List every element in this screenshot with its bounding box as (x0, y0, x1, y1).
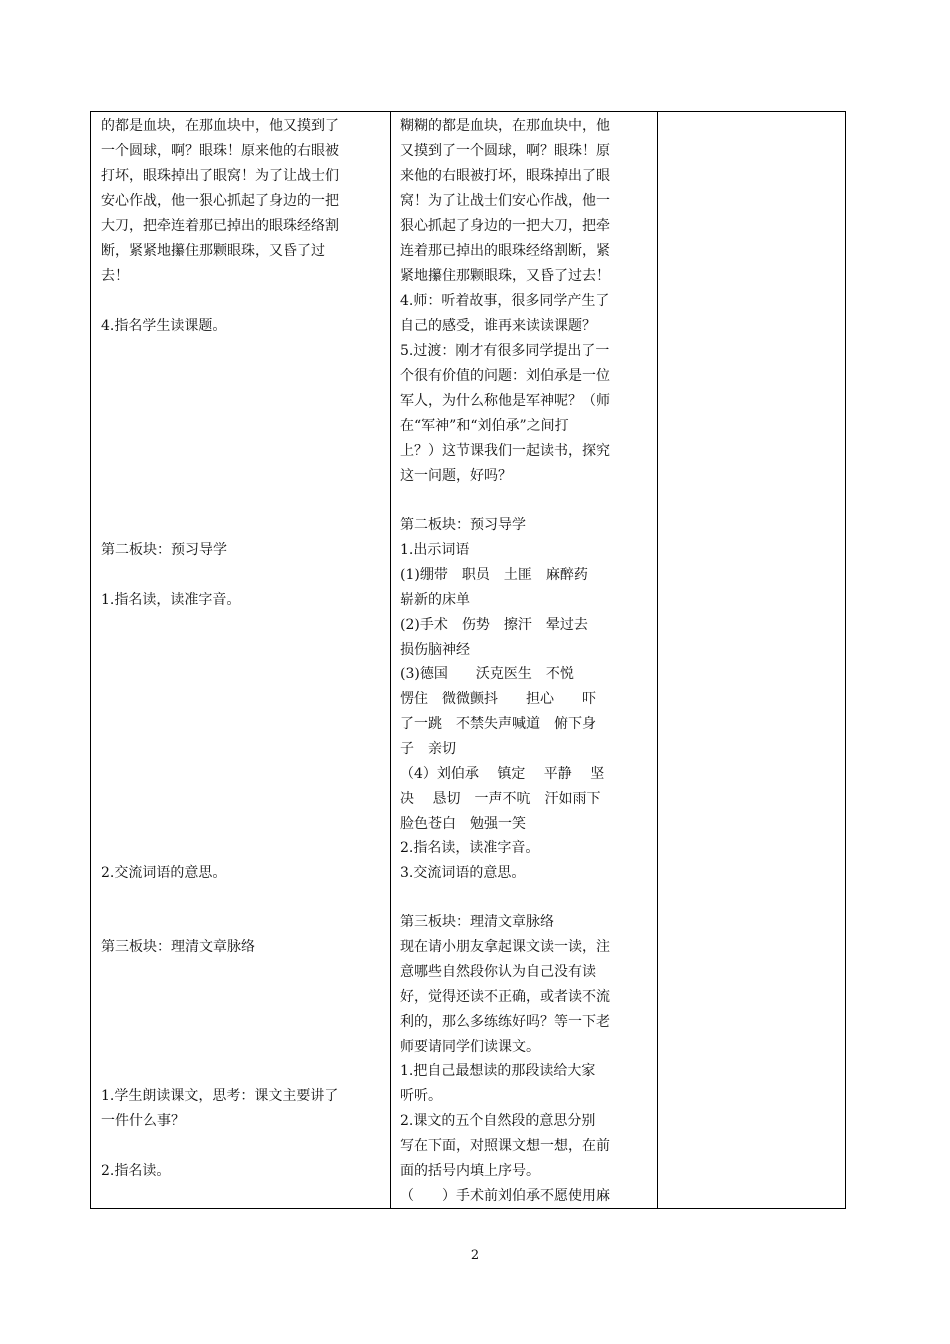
lesson-table (90, 111, 846, 1209)
text-line: 个很有价值的问题：刘伯承是一位 (400, 368, 610, 384)
text-line: 5.过渡：刚才有很多同学提出了一 (400, 343, 610, 359)
text-line: 1.出示词语 (400, 542, 470, 558)
text-line: 打坏，眼珠掉出了眼窝！为了让战士们 (101, 168, 339, 184)
student-activity-column (101, 112, 389, 1208)
text-line: 在“军神”和“刘伯承”之间打 (400, 418, 569, 434)
column-divider (390, 112, 391, 1208)
text-line: 4.指名学生读课题。 (101, 318, 227, 334)
text-line: 去！ (101, 268, 129, 284)
text-line: 好，觉得还读不正确，或者读不流 (400, 989, 610, 1005)
text-line: 的都是血块，在那血块中，他又摸到了 (101, 118, 339, 134)
section-heading: 第三板块：理清文章脉络 (101, 939, 255, 955)
text-line: 2.交流词语的意思。 (101, 865, 227, 881)
text-line: （4）刘伯承 镇定 平静 坚 (400, 766, 605, 782)
teacher-activity-column (400, 112, 655, 1208)
text-line: (2)手术 伤势 擦汗 晕过去 (400, 617, 588, 633)
text-line: 3.交流词语的意思。 (400, 865, 526, 881)
text-line: 2.指名读。 (101, 1163, 171, 1179)
text-line: 窝！为了让战士们安心作战，他一 (400, 193, 610, 209)
text-line: 决 恳切 一声不吭 汗如雨下 (400, 791, 601, 807)
text-line: 紧地攥住那颗眼珠，又昏了过去！ (400, 268, 610, 284)
text-line: 糊糊的都是血块，在那血块中，他 (400, 118, 610, 134)
text-line: 一件什么事？ (101, 1113, 185, 1129)
text-line: 断，紧紧地攥住那颗眼珠，又昏了过 (101, 243, 325, 259)
text-line: 面的括号内填上序号。 (400, 1163, 540, 1179)
text-line: 1.指名读，读准字音。 (101, 592, 241, 608)
text-line: 狠心抓起了身边的一把大刀，把牵 (400, 218, 610, 234)
text-line: 安心作战，他一狠心抓起了身边的一把 (101, 193, 339, 209)
text-line: 连着那已掉出的眼珠经络割断，紧 (400, 243, 610, 259)
text-line: （ ）手术前刘伯承不愿使用麻 (400, 1188, 610, 1204)
text-line: 军人，为什么称他是军神呢？（师 (400, 393, 610, 409)
text-line: 愣住 微微颤抖 担心 吓 (400, 691, 596, 707)
text-line: 上？）这节课我们一起读书，探究 (400, 443, 610, 459)
text-line: 意哪些自然段你认为自己没有读 (400, 964, 596, 980)
text-line: 写在下面，对照课文想一想，在前 (400, 1138, 610, 1154)
text-line: 了一跳 不禁失声喊道 俯下身 (400, 716, 596, 732)
page-number: 2 (470, 1248, 480, 1263)
text-line: 损伤脑神经 (400, 642, 470, 658)
text-line: 一个圆球，啊？眼珠！原来他的右眼被 (101, 143, 339, 159)
text-line: (1)绷带 职员 土匪 麻醉药 (400, 567, 588, 583)
text-line: 自己的感受，谁再来读读课题？ (400, 318, 596, 334)
text-line: 4.师：听着故事，很多同学产生了 (400, 293, 610, 309)
text-line: 来他的右眼被打坏，眼珠掉出了眼 (400, 168, 610, 184)
text-line: 师要请同学们读课文。 (400, 1039, 540, 1055)
text-line: 1.学生朗读课文，思考：课文主要讲了 (101, 1088, 339, 1104)
section-heading: 第三板块：理清文章脉络 (400, 914, 554, 930)
section-heading: 第二板块：预习导学 (400, 517, 526, 533)
text-line: 现在请小朋友拿起课文读一读，注 (400, 939, 610, 955)
text-line: 又摸到了一个圆球，啊？眼珠！原 (400, 143, 610, 159)
text-line: 脸色苍白 勉强一笑 (400, 816, 526, 832)
text-line: 1.把自己最想读的那段读给大家 (400, 1063, 596, 1079)
text-line: 崭新的床单 (400, 592, 470, 608)
notes-column (658, 112, 846, 1208)
text-line: 子 亲切 (400, 741, 456, 757)
text-line: 听听。 (400, 1088, 442, 1104)
text-line: 2.课文的五个自然段的意思分别 (400, 1113, 596, 1129)
text-line: 这一问题，好吗？ (400, 468, 512, 484)
section-heading: 第二板块：预习导学 (101, 542, 227, 558)
text-line: 利的，那么多练练好吗？等一下老 (400, 1014, 610, 1030)
text-line: 大刀，把牵连着那已掉出的眼珠经络割 (101, 218, 339, 234)
text-line: 2.指名读，读准字音。 (400, 840, 540, 856)
text-line: (3)德国 沃克医生 不悦 (400, 666, 574, 682)
